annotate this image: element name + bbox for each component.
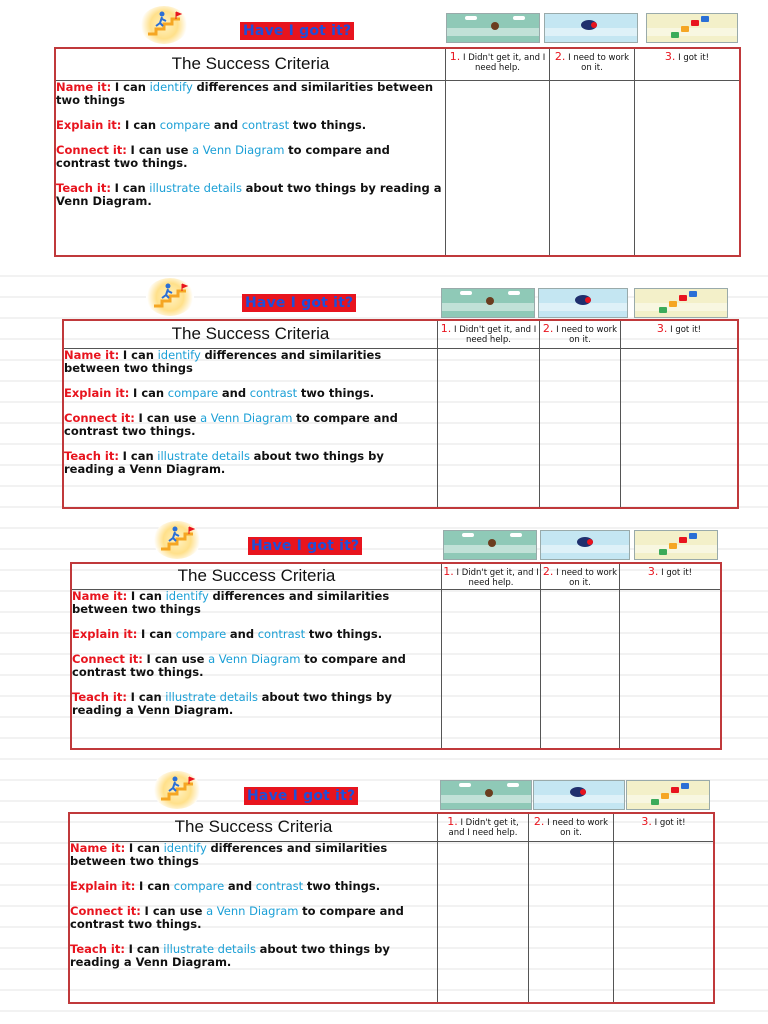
criterion-explain-it: Explain it: I can compare and contrast two things. [56, 117, 367, 132]
how-am-i-doing-thumbnail [538, 288, 628, 318]
heading-label: Have I got it? [240, 22, 354, 40]
rating-col-2: 2. I need to work on it. [540, 320, 621, 348]
rating-col-2: 2. I need to work on it. [541, 563, 620, 589]
success-criteria-table [62, 319, 739, 509]
stairs-climber-icon [153, 771, 201, 809]
where-to-next-thumbnail [634, 530, 718, 560]
rating-col-1: 1. I Didn't get it, and I need help. [443, 565, 539, 588]
criterion-teach-it: Teach it: I can illustrate details about two things by reading a Venn Diagram. [64, 448, 384, 476]
criterion-connect-it: Connect it: I can use a Venn Diagram to compare and contrast two things. [56, 142, 390, 170]
where-am-i-thumbnail [443, 530, 537, 560]
criterion-teach-it: Teach it: I can illustrate details about two things by reading a Venn Diagram. [70, 941, 390, 969]
rating-cell-1[interactable] [438, 348, 540, 508]
rating-cell-1[interactable] [442, 589, 541, 749]
where-am-i-thumbnail [441, 288, 535, 318]
criterion-connect-it: Connect it: I can use a Venn Diagram to compare and contrast two things. [70, 903, 404, 931]
where-to-next-thumbnail [626, 780, 710, 810]
heading-label: Have I got it? [244, 787, 358, 805]
rating-cell-3[interactable] [614, 841, 715, 1003]
criteria-cell [69, 841, 438, 1003]
stairs-climber-icon [140, 6, 188, 44]
rating-col-2: 2. I need to work on it. [529, 813, 614, 841]
criterion-teach-it: Teach it: I can illustrate details about two things by reading a Venn Diagram. [56, 180, 442, 208]
success-criteria-table [70, 562, 722, 750]
rating-col-3: 3. I got it! [620, 563, 722, 589]
rating-cell-1[interactable] [446, 80, 550, 256]
success-criteria-table [68, 812, 715, 1004]
criteria-cell [55, 80, 446, 256]
criterion-explain-it: Explain it: I can compare and contrast two things. [64, 385, 375, 400]
criteria-cell [63, 348, 438, 508]
rating-cell-3[interactable] [635, 80, 741, 256]
where-am-i-thumbnail [446, 13, 540, 43]
rating-cell-2[interactable] [541, 589, 620, 749]
criterion-name-it: Name it: I can identify differences and similarities between two things [70, 840, 388, 868]
rating-cell-3[interactable] [620, 589, 722, 749]
criterion-connect-it: Connect it: I can use a Venn Diagram to compare and contrast two things. [72, 651, 406, 679]
criterion-explain-it: Explain it: I can compare and contrast two things. [72, 626, 383, 641]
rating-col-3: 3. I got it! [635, 48, 741, 80]
rating-cell-2[interactable] [540, 348, 621, 508]
stairs-climber-icon [153, 521, 201, 559]
criterion-name-it: Name it: I can identify differences and similarities between two things [64, 347, 382, 375]
where-to-next-thumbnail [646, 13, 738, 43]
heading-label: Have I got it? [248, 537, 362, 555]
table-title: The Success Criteria [71, 563, 442, 589]
rating-col-1: 1. I Didn't get it, and I need help. [438, 320, 540, 348]
stairs-climber-icon [146, 278, 194, 316]
how-am-i-doing-thumbnail [533, 780, 625, 810]
criterion-name-it: Name it: I can identify differences and similarities between two things [72, 588, 390, 616]
rating-col-1: 1. I Didn't get it, and I need help. [438, 813, 529, 841]
table-title: The Success Criteria [69, 813, 438, 841]
rating-cell-2[interactable] [529, 841, 614, 1003]
table-title: The Success Criteria [55, 48, 446, 80]
table-title: The Success Criteria [63, 320, 438, 348]
criterion-teach-it: Teach it: I can illustrate details about two things by reading a Venn Diagram. [72, 689, 392, 717]
rating-col-3: 3. I got it! [614, 813, 715, 841]
how-am-i-doing-thumbnail [540, 530, 630, 560]
rating-col-2: 2. I need to work on it. [550, 48, 635, 80]
criterion-connect-it: Connect it: I can use a Venn Diagram to compare and contrast two things. [64, 410, 398, 438]
heading-label: Have I got it? [242, 294, 356, 312]
where-am-i-thumbnail [440, 780, 532, 810]
how-am-i-doing-thumbnail [544, 13, 638, 43]
rating-col-3: 3. I got it! [621, 320, 739, 348]
rating-cell-1[interactable] [438, 841, 529, 1003]
criterion-explain-it: Explain it: I can compare and contrast two things. [70, 878, 381, 893]
rating-cell-3[interactable] [621, 348, 739, 508]
criterion-name-it: Name it: I can identify differences and similarities between two things [56, 79, 434, 107]
criteria-cell [71, 589, 442, 749]
where-to-next-thumbnail [634, 288, 728, 318]
success-criteria-table [54, 47, 741, 257]
rating-col-1: 1. I Didn't get it, and I need help. [446, 48, 550, 80]
rating-cell-2[interactable] [550, 80, 635, 256]
